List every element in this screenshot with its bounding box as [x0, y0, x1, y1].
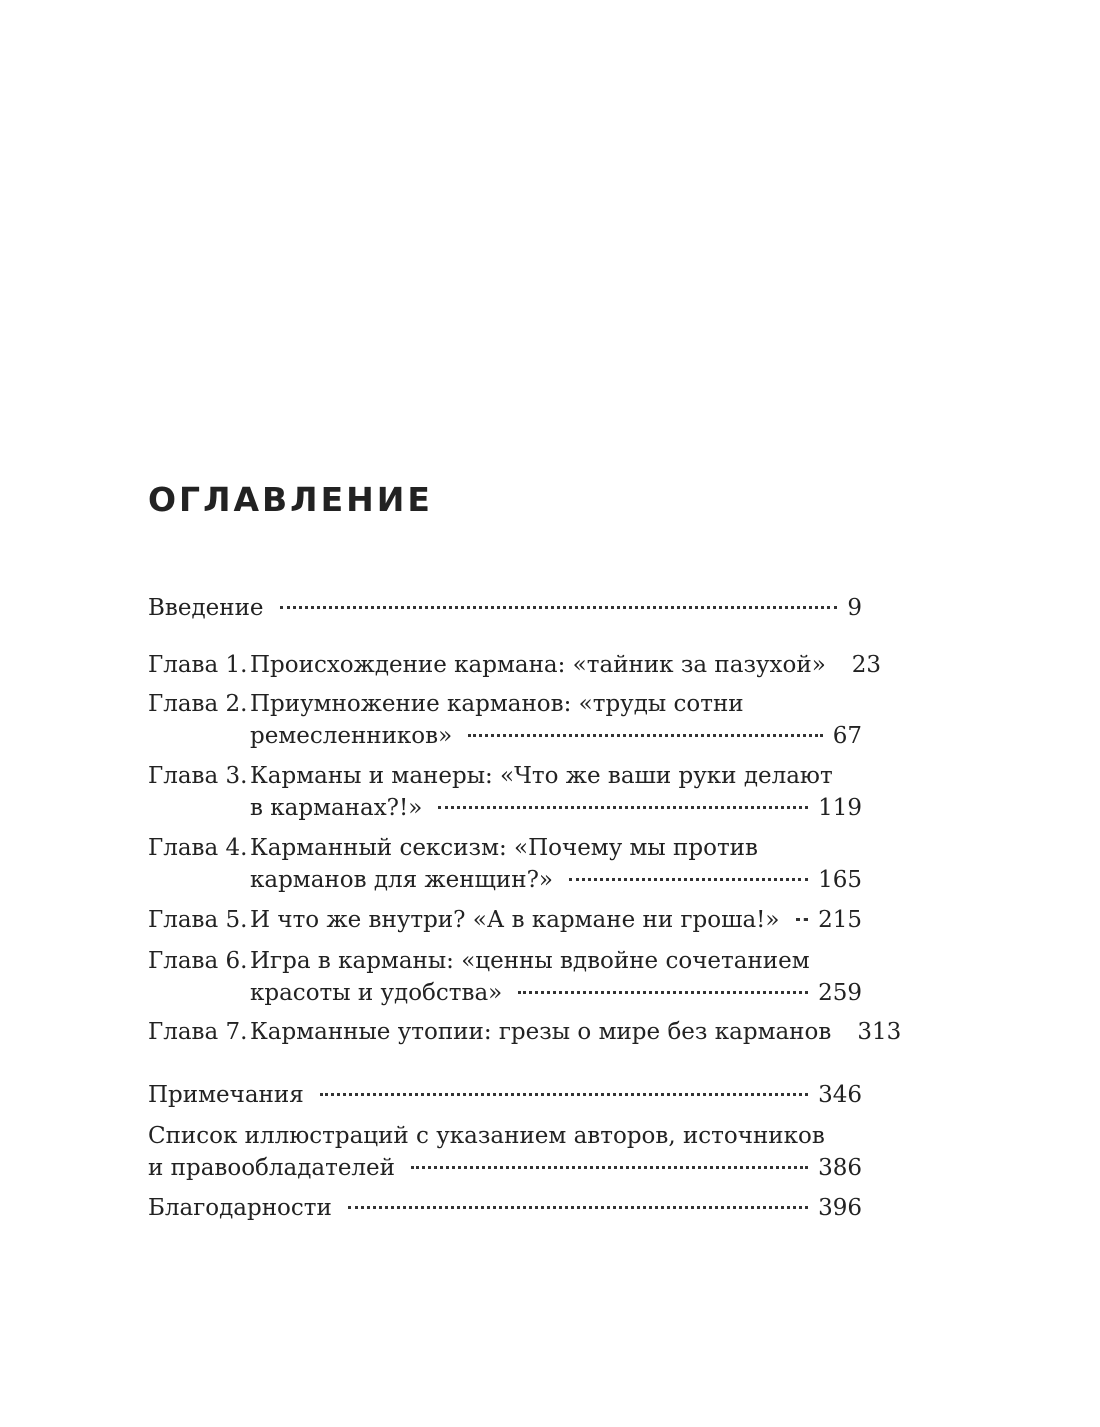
- toc-entry-text: Введение: [148, 595, 264, 621]
- toc-entry-chapter-6[interactable]: [148, 945, 862, 977]
- toc-entry-text: Происхождение кармана: «тайник за пазухой»: [250, 652, 826, 678]
- toc-entry-text: Благодарности: [148, 1195, 332, 1221]
- toc-entry-chapter-2[interactable]: [148, 688, 862, 720]
- toc-entry-text: Приумножение карманов: «труды сотни: [250, 691, 744, 717]
- dot-leader: [468, 734, 823, 737]
- toc-entry-text: красоты и удобства»: [250, 980, 503, 1006]
- toc-entry-notes[interactable]: [148, 1079, 862, 1111]
- toc-entry-text: Карманы и манеры: «Что же ваши руки делают: [250, 763, 833, 789]
- toc-entry-text: Карманные утопии: грезы о мире без карманов: [250, 1019, 832, 1045]
- toc-page-number: 23: [851, 652, 882, 678]
- toc-entry-text: Примечания: [148, 1082, 304, 1108]
- chapter-label: Глава 2.: [148, 691, 248, 717]
- dot-leader: [320, 1093, 808, 1096]
- toc-entry-text: Список иллюстраций с указанием авторов, источников: [148, 1123, 825, 1149]
- toc-entry-text: ремесленников»: [250, 723, 453, 749]
- chapter-label: Глава 5.: [148, 907, 248, 933]
- toc-page-number: 9: [847, 595, 862, 621]
- toc-entry-intro[interactable]: [148, 592, 862, 624]
- toc-page-number: 396: [818, 1195, 862, 1221]
- toc-entry-text: И что же внутри? «А в кармане ни гроша!»: [250, 907, 780, 933]
- chapter-label: Глава 6.: [148, 948, 248, 974]
- toc-entry-text: карманов для женщин?»: [250, 867, 553, 893]
- dot-leader: [518, 991, 808, 994]
- toc-page-number: 165: [818, 867, 862, 893]
- chapter-label: Глава 1.: [148, 652, 248, 678]
- toc-entry-text: Карманный сексизм: «Почему мы против: [250, 835, 758, 861]
- toc-page-number: 259: [818, 980, 862, 1006]
- toc-entry-chapter-4[interactable]: [148, 832, 862, 864]
- toc-entry-chapter-3-cont[interactable]: [148, 792, 862, 824]
- toc-entry-chapter-6-cont[interactable]: [148, 977, 862, 1009]
- toc-entry-text: в карманах?!»: [250, 795, 423, 821]
- toc-page-number: 313: [857, 1019, 902, 1045]
- toc-entry-chapter-7[interactable]: [148, 1016, 902, 1048]
- dot-leader: [569, 878, 808, 881]
- chapter-label: Глава 4.: [148, 835, 248, 861]
- toc-entry-chapter-1[interactable]: [148, 649, 882, 681]
- toc-entry-illustrations-cont[interactable]: [148, 1152, 862, 1184]
- dot-leader: [280, 606, 838, 609]
- toc-entry-chapter-5[interactable]: [148, 904, 862, 936]
- toc-entry-text: и правообладателей: [148, 1155, 395, 1181]
- dot-leader: [411, 1166, 808, 1169]
- dot-leader: [438, 806, 808, 809]
- chapter-label: Глава 3.: [148, 763, 248, 789]
- dot-leader: [796, 918, 809, 921]
- toc-entry-chapter-3[interactable]: [148, 760, 862, 792]
- toc-page-number: 215: [818, 907, 862, 933]
- toc-entry-chapter-2-cont[interactable]: [148, 720, 862, 752]
- toc-entry-illustrations[interactable]: [148, 1120, 862, 1152]
- toc-page-number: 119: [818, 795, 862, 821]
- toc-page-number: 346: [818, 1082, 862, 1108]
- chapter-label: Глава 7.: [148, 1019, 248, 1045]
- toc-page-number: 67: [832, 723, 862, 749]
- page-title: ОГЛАВЛЕНИЕ: [148, 480, 433, 519]
- toc-entry-acknowledgements[interactable]: [148, 1192, 862, 1224]
- toc-page-number: 386: [818, 1155, 862, 1181]
- toc-entry-chapter-4-cont[interactable]: [148, 864, 862, 896]
- dot-leader: [348, 1206, 808, 1209]
- toc-entry-text: Игра в карманы: «ценны вдвойне сочетанием: [250, 948, 810, 974]
